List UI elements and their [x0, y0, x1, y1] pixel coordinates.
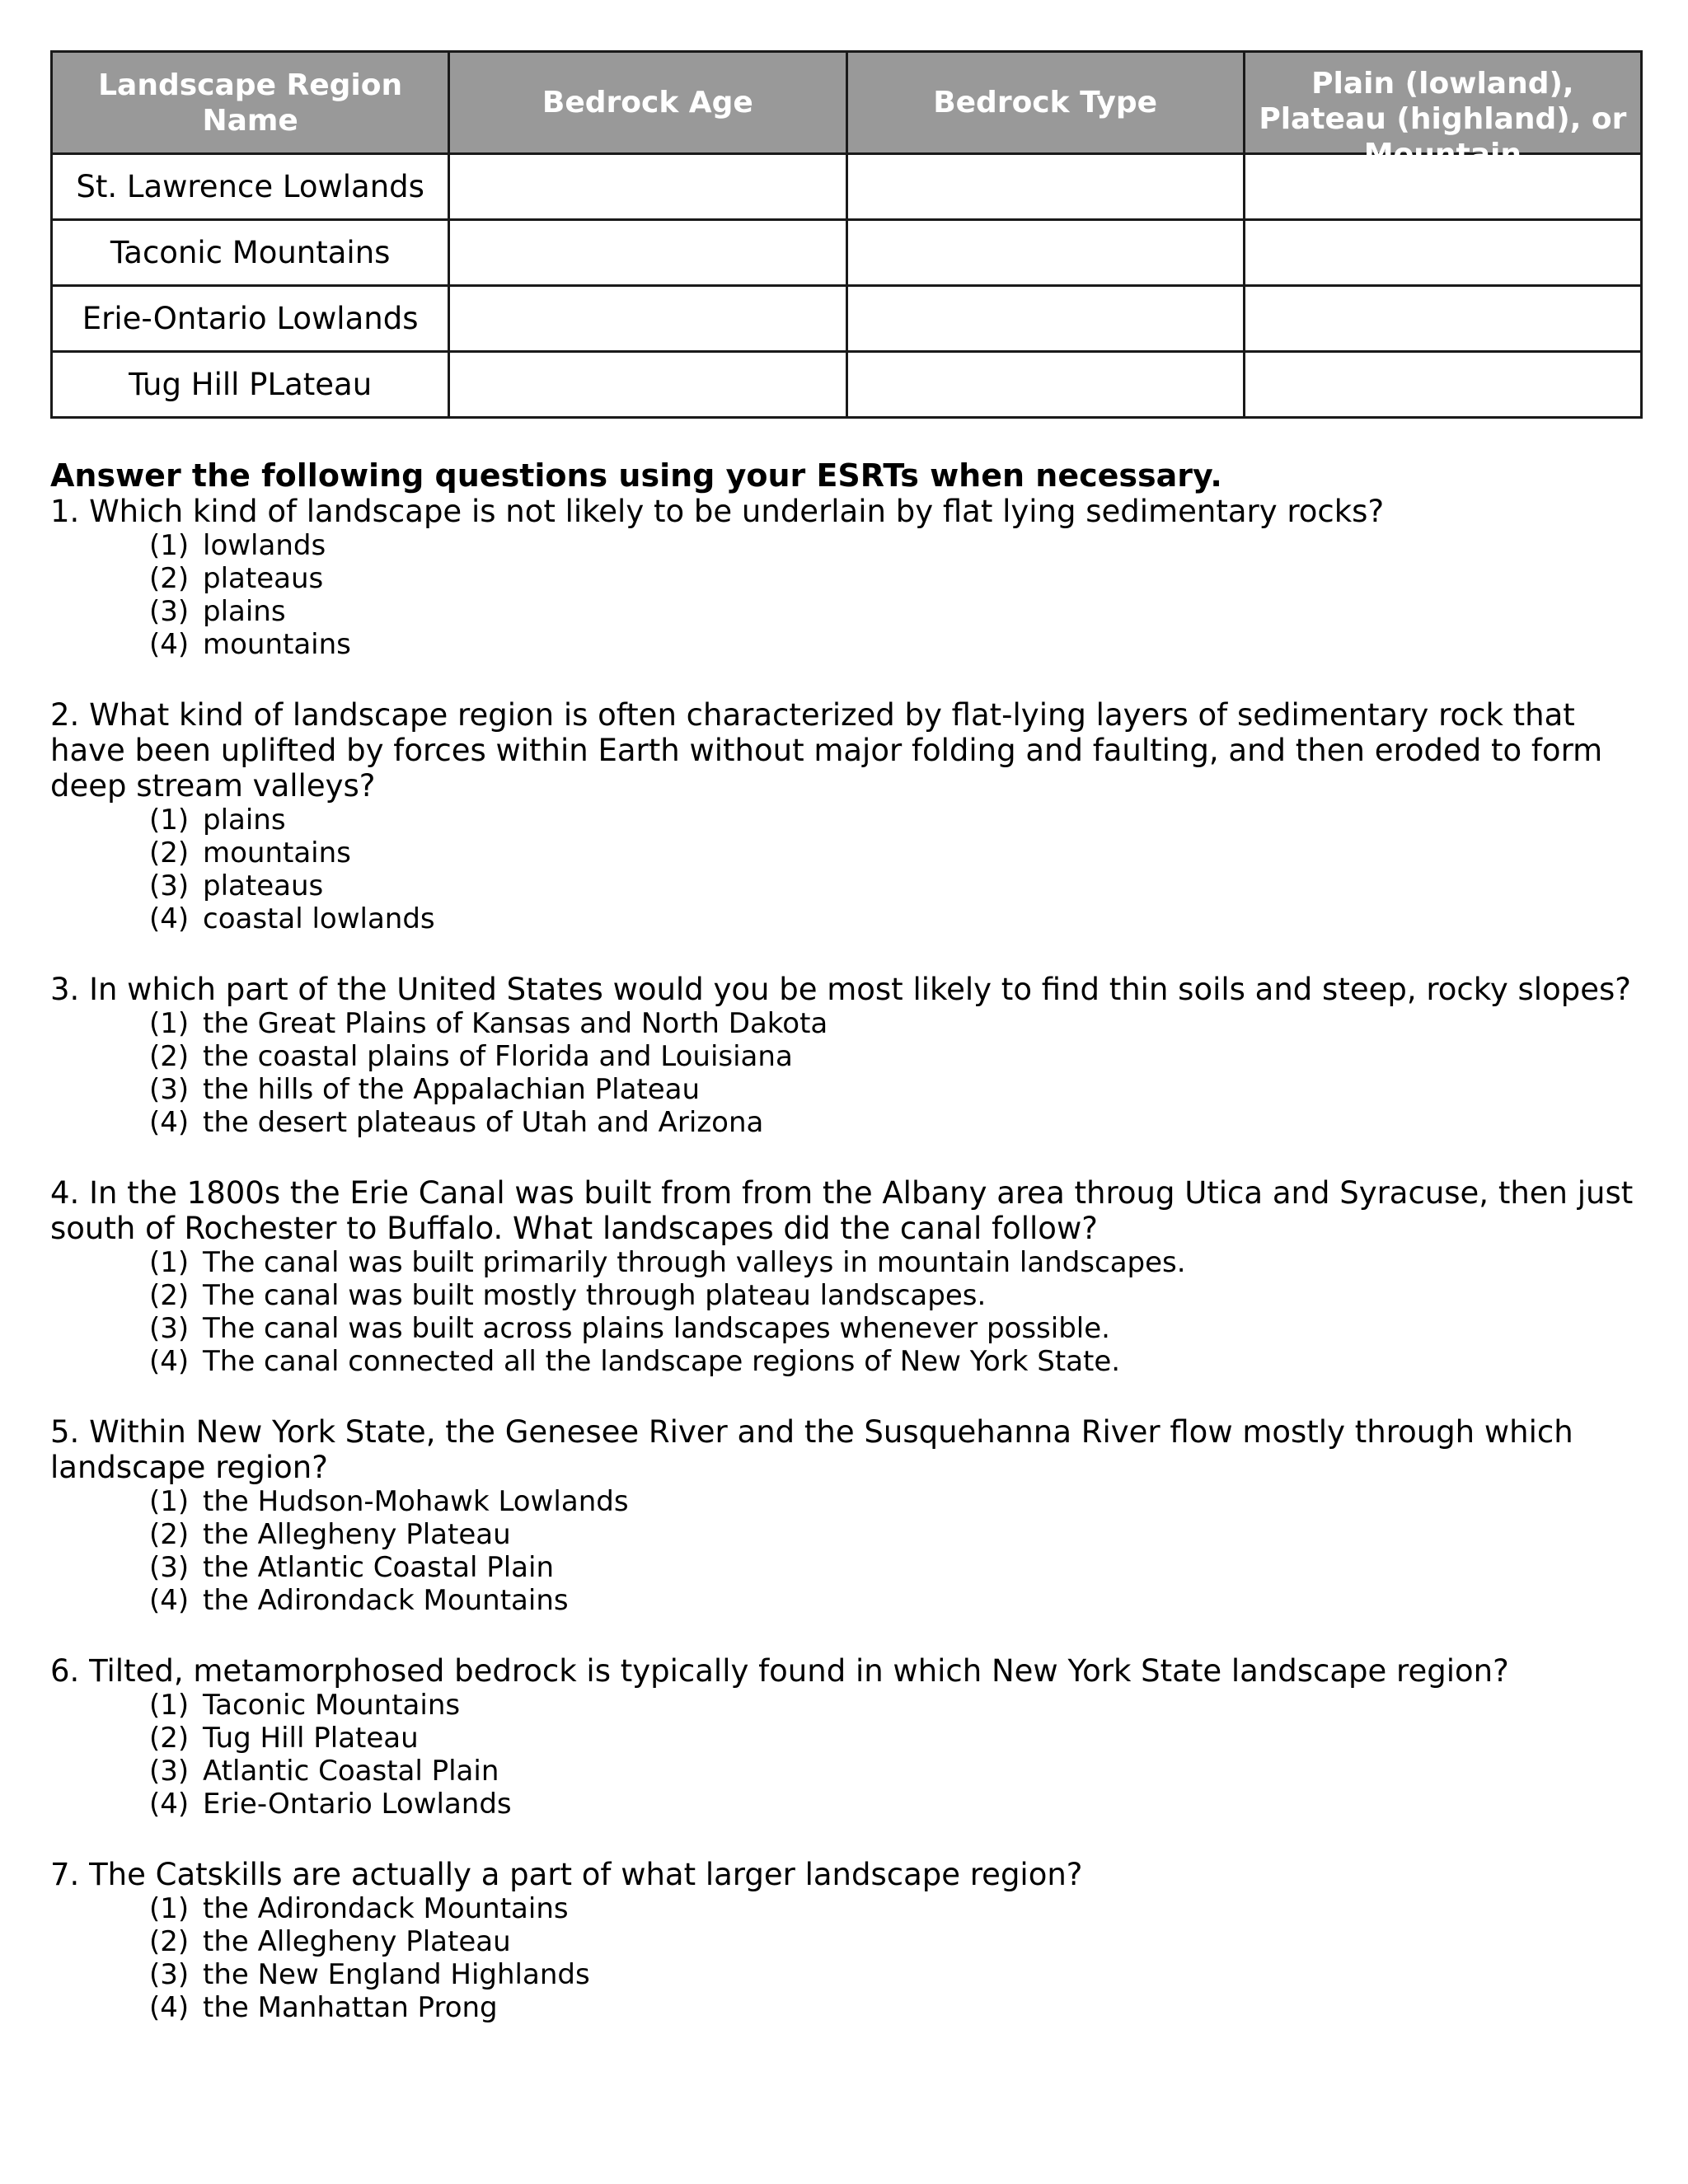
choice-text: plateaus [203, 562, 324, 595]
choice-text: the Allegheny Plateau [203, 1925, 511, 1958]
choice-text: the Manhattan Prong [203, 1991, 498, 2024]
answer-choice[interactable] [149, 1551, 1649, 1584]
region-name-cell: Tug Hill PLateau [52, 352, 449, 418]
choice-number: (1) [149, 1485, 190, 1518]
answer-choice[interactable] [149, 1925, 1649, 1958]
choice-text: the desert plateaus of Utah and Arizona [203, 1106, 764, 1139]
question-text: 4. In the 1800s the Erie Canal was built from from the Albany area throug Utica and Syracuse, then just south of Rochester to Buffalo. What landscapes did the canal follow? [50, 1175, 1634, 1246]
choice-number: (1) [149, 529, 190, 562]
choice-number: (1) [149, 1892, 190, 1925]
answer-choice[interactable] [149, 1788, 1649, 1821]
choice-text: the Adirondack Mountains [203, 1584, 569, 1617]
choice-number: (4) [149, 1584, 190, 1617]
answer-choice[interactable] [149, 1007, 1649, 1040]
question-1 [50, 494, 1649, 661]
answer-choice[interactable] [149, 1689, 1649, 1722]
answer-choice[interactable] [149, 1958, 1649, 1991]
choice-text: coastal lowlands [203, 902, 435, 935]
header-region-name: Landscape Region Name [52, 52, 449, 154]
choice-text: the coastal plains of Florida and Louisiana [203, 1040, 793, 1073]
answer-choice[interactable] [149, 1246, 1649, 1279]
answer-choice[interactable] [149, 595, 1649, 628]
answer-choice[interactable] [149, 628, 1649, 661]
choice-text: plains [203, 595, 286, 628]
choice-number: (2) [149, 1040, 190, 1073]
choice-text: the Great Plains of Kansas and North Dakota [203, 1007, 828, 1040]
choice-number: (2) [149, 837, 190, 869]
table-row [52, 352, 1642, 418]
choice-number: (3) [149, 1551, 190, 1584]
answer-choice[interactable] [149, 1279, 1649, 1312]
choice-number: (3) [149, 1755, 190, 1788]
choice-text: The canal connected all the landscape regions of New York State. [203, 1345, 1121, 1378]
region-name-cell: Taconic Mountains [52, 220, 449, 286]
header-bedrock-type: Bedrock Type [846, 52, 1244, 154]
choice-number: (3) [149, 869, 190, 902]
header-bedrock-age: Bedrock Age [449, 52, 846, 154]
answer-choices [50, 1246, 1649, 1378]
choice-number: (4) [149, 1106, 190, 1139]
question-2 [50, 697, 1649, 935]
instructions-heading: Answer the following questions using your ESRTs when necessary. [50, 457, 1222, 494]
answer-choices [50, 1892, 1649, 2024]
header-landform: Plain (lowland), Plateau (highland), or Mountain [1244, 52, 1641, 154]
choice-text: Tug Hill Plateau [203, 1722, 419, 1755]
choice-number: (1) [149, 804, 190, 837]
choice-text: the Allegheny Plateau [203, 1518, 511, 1551]
answer-choice[interactable] [149, 1345, 1649, 1378]
table-row [52, 286, 1642, 352]
bedrock-type-cell[interactable] [846, 154, 1244, 220]
choice-number: (4) [149, 1991, 190, 2024]
question-text: 6. Tilted, metamorphosed bedrock is typically found in which New York State landscape region? [50, 1653, 1509, 1689]
answer-choice[interactable] [149, 1518, 1649, 1551]
bedrock-type-cell[interactable] [846, 352, 1244, 418]
choice-number: (2) [149, 1925, 190, 1958]
question-text: 5. Within New York State, the Genesee River and the Susquehanna River flow mostly through which landscape region? [50, 1414, 1573, 1485]
question-text: 3. In which part of the United States would you be most likely to find thin soils and steep, rocky slopes? [50, 972, 1631, 1007]
answer-choice[interactable] [149, 1106, 1649, 1139]
landform-cell[interactable] [1244, 220, 1641, 286]
question-text: 2. What kind of landscape region is often characterized by flat-lying layers of sedimentary rock that have been uplifted by forces within Earth without major folding and faulting, and then eroded to form deep stream valleys? [50, 697, 1603, 804]
answer-choices [50, 529, 1649, 661]
choice-number: (2) [149, 562, 190, 595]
answer-choice[interactable] [149, 1755, 1649, 1788]
choice-number: (2) [149, 1279, 190, 1312]
question-3 [50, 972, 1649, 1139]
choice-number: (3) [149, 1073, 190, 1106]
choice-text: lowlands [203, 529, 326, 562]
region-name-cell: Erie-Ontario Lowlands [52, 286, 449, 352]
choice-number: (4) [149, 1788, 190, 1821]
choice-text: The canal was built mostly through plateau landscapes. [203, 1279, 987, 1312]
region-name-cell: St. Lawrence Lowlands [52, 154, 449, 220]
questions-section [50, 457, 1649, 2024]
choice-number: (2) [149, 1518, 190, 1551]
choice-number: (3) [149, 1312, 190, 1345]
answer-choice[interactable] [149, 837, 1649, 869]
answer-choice[interactable] [149, 1073, 1649, 1106]
answer-choice[interactable] [149, 529, 1649, 562]
choice-text: the Adirondack Mountains [203, 1892, 569, 1925]
landform-cell[interactable] [1244, 286, 1641, 352]
choice-number: (4) [149, 628, 190, 661]
answer-choice[interactable] [149, 1722, 1649, 1755]
landscape-regions-table [50, 50, 1643, 419]
answer-choice[interactable] [149, 1040, 1649, 1073]
table-header-row [52, 52, 1642, 154]
choice-text: Atlantic Coastal Plain [203, 1755, 499, 1788]
choice-number: (1) [149, 1246, 190, 1279]
answer-choice[interactable] [149, 562, 1649, 595]
answer-choice[interactable] [149, 869, 1649, 902]
answer-choice[interactable] [149, 1312, 1649, 1345]
answer-choice[interactable] [149, 1991, 1649, 2024]
choice-text: The canal was built across plains landscapes whenever possible. [203, 1312, 1110, 1345]
choice-number: (3) [149, 1958, 190, 1991]
choice-text: the hills of the Appalachian Plateau [203, 1073, 701, 1106]
landform-cell[interactable] [1244, 352, 1641, 418]
answer-choices [50, 1007, 1649, 1139]
table-row [52, 220, 1642, 286]
question-5 [50, 1414, 1649, 1617]
choice-text: Taconic Mountains [203, 1689, 461, 1722]
choice-text: the New England Highlands [203, 1958, 590, 1991]
question-text: 1. Which kind of landscape is not likely to be underlain by flat lying sedimentary rocks? [50, 494, 1385, 529]
choice-text: The canal was built primarily through valleys in mountain landscapes. [203, 1246, 1186, 1279]
bedrock-age-cell[interactable] [449, 352, 846, 418]
question-7 [50, 1857, 1649, 2024]
bedrock-type-cell[interactable] [846, 286, 1244, 352]
answer-choice[interactable] [149, 902, 1649, 935]
choice-number: (1) [149, 1689, 190, 1722]
answer-choices [50, 804, 1649, 935]
choice-number: (3) [149, 595, 190, 628]
question-4 [50, 1175, 1649, 1378]
choice-number: (4) [149, 902, 190, 935]
answer-choice[interactable] [149, 1584, 1649, 1617]
answer-choice[interactable] [149, 804, 1649, 837]
question-text: 7. The Catskills are actually a part of what larger landscape region? [50, 1857, 1083, 1892]
choice-number: (2) [149, 1722, 190, 1755]
choice-text: plains [203, 804, 286, 837]
answer-choices [50, 1689, 1649, 1821]
choice-number: (1) [149, 1007, 190, 1040]
choice-text: the Hudson-Mohawk Lowlands [203, 1485, 629, 1518]
answer-choices [50, 1485, 1649, 1617]
question-6 [50, 1653, 1649, 1821]
choice-text: Erie-Ontario Lowlands [203, 1788, 512, 1821]
choice-number: (4) [149, 1345, 190, 1378]
bedrock-age-cell[interactable] [449, 286, 846, 352]
choice-text: plateaus [203, 869, 324, 902]
bedrock-age-cell[interactable] [449, 220, 846, 286]
answer-choice[interactable] [149, 1892, 1649, 1925]
choice-text: mountains [203, 837, 351, 869]
bedrock-age-cell[interactable] [449, 154, 846, 220]
choice-text: mountains [203, 628, 351, 661]
choice-text: the Atlantic Coastal Plain [203, 1551, 554, 1584]
answer-choice[interactable] [149, 1485, 1649, 1518]
bedrock-type-cell[interactable] [846, 220, 1244, 286]
